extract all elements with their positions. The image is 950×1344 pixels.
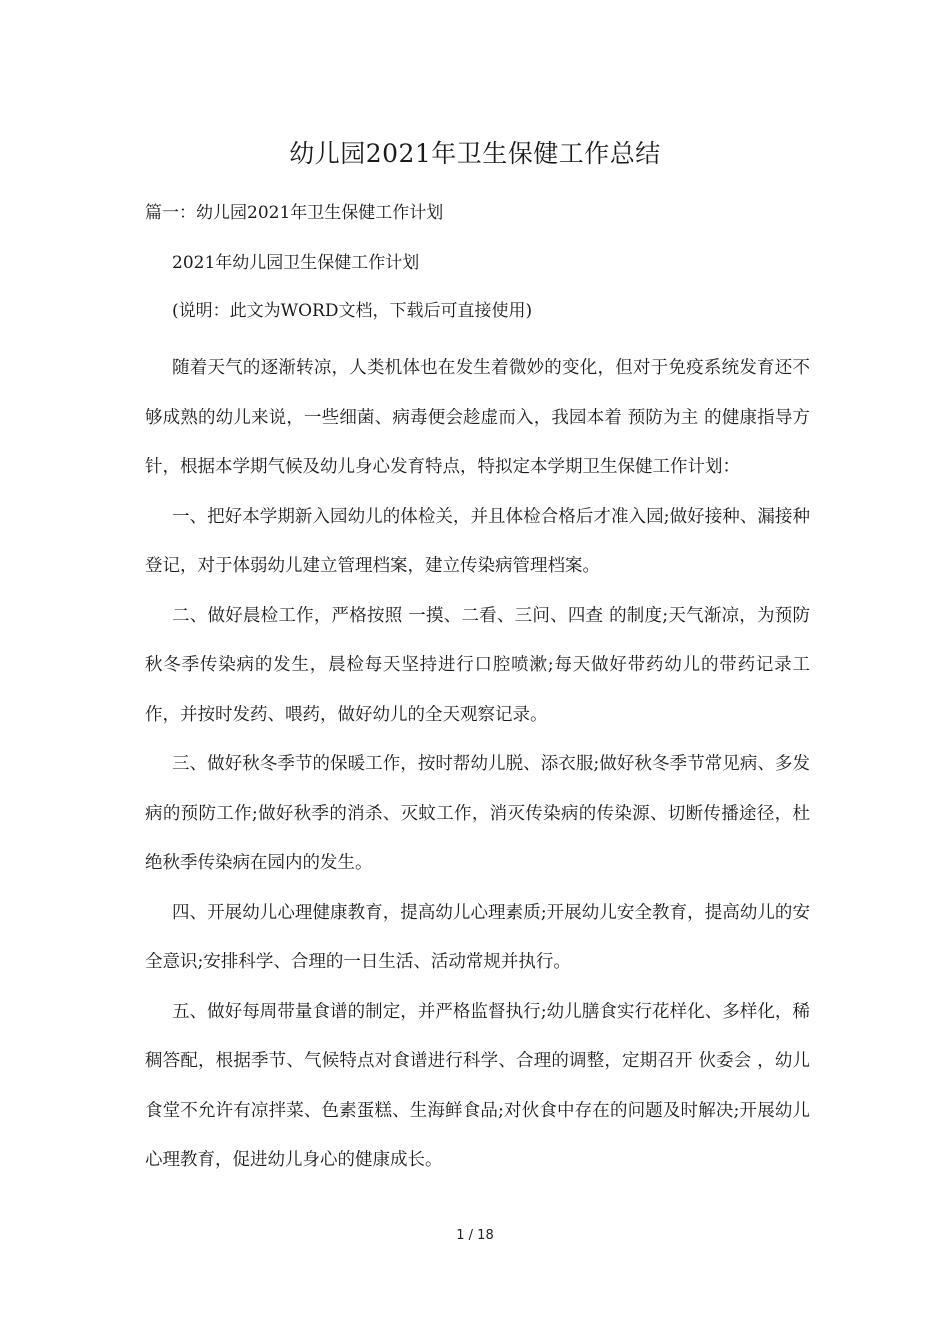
paragraph-item-2: 二、做好晨检工作，严格按照 一摸、二看、三问、四查 的制度;天气渐凉，为预防秋冬季传染病的发生，晨检每天坚持进行口腔喷漱;每天做好带药幼儿的带药记录工作，并按时发药、喂药，做好幼儿的全天观察记录。 — [145, 605, 810, 725]
plan-subtitle: 2021年幼儿园卫生保健工作计划 — [172, 253, 420, 273]
paragraph-intro: 随着天气的逐渐转凉，人类机体也在发生着微妙的变化，但对于免疫系统发育还不够成熟的幼儿来说，一些细菌、病毒便会趁虚而入，我园本着 预防为主 的健康指导方针，根据本学期气候及幼儿身心发育特点，特拟定本学期卫生保健工作计划： — [145, 358, 810, 477]
paragraph-item-1: 一、把好本学期新入园幼儿的体检关，并且体检合格后才准入园;做好接种、漏接种登记，对于体弱幼儿建立管理档案，建立传染病管理档案。 — [145, 506, 810, 576]
paragraph-item-3: 三、做好秋冬季节的保暖工作，按时帮幼儿脱、添衣服;做好秋冬季节常见病、多发病的预防工作;做好秋季的消杀、灭蚊工作，消灭传染病的传染源、切断传播途径，杜绝秋季传染病在园内的发生。 — [145, 754, 810, 873]
page-indicator: 1 / 18 — [456, 1228, 494, 1243]
document-title: 幼儿园2021年卫生保健工作总结 — [289, 139, 661, 168]
paragraph-item-5: 五、做好每周带量食谱的制定，并严格监督执行;幼儿膳食实行花样化、多样化，稀稠答配，根据季节、气候特点对食谱进行科学、合理的调整，定期召开 伙委会 ，幼儿食堂不允许有凉拌菜、色素蛋糕、生海鲜食品;对伙食中存在的问题及时解决;开展幼儿心理教育，促进幼儿身心的健康成长。 — [145, 1001, 810, 1170]
document-body — [145, 344, 810, 1186]
paragraph-item-4: 四、开展幼儿心理健康教育，提高幼儿心理素质;开展幼儿安全教育，提高幼儿的安全意识;安排科学、合理的一日生活、活动常规并执行。 — [145, 902, 810, 972]
section-heading: 篇一：幼儿园2021年卫生保健工作计划 — [145, 203, 444, 223]
document-note: (说明：此文为WORD文档，下载后可直接使用) — [172, 301, 533, 321]
